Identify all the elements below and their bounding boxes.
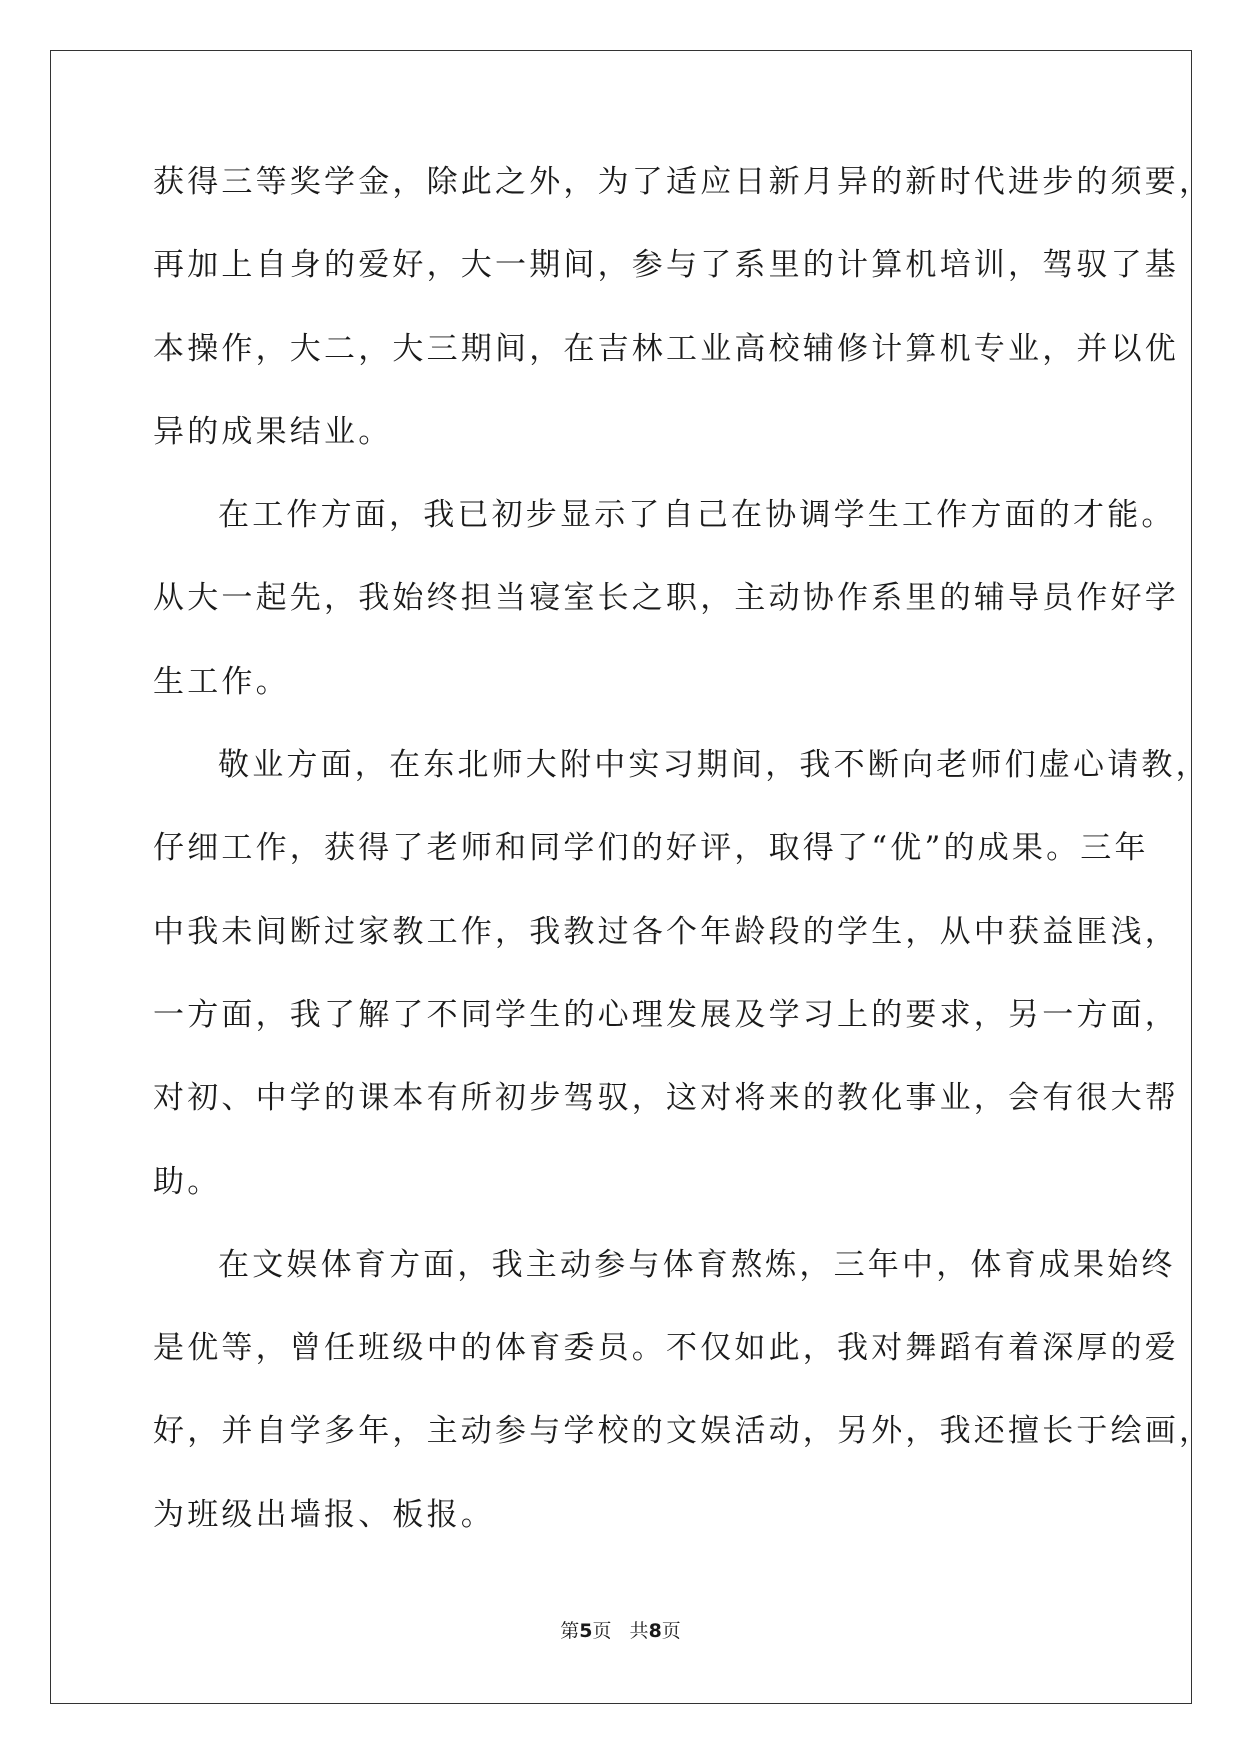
text-line: 为班级出墙报、板报。 <box>153 1496 495 1533</box>
text-line: 一方面，我了解了不同学生的心理发展及学习上的要求，另一方面， <box>153 996 1179 1033</box>
paragraph-first-line: 在文娱体育方面，我主动参与体育熬炼，三年中，体育成果始终 <box>218 1246 1176 1283</box>
text-line: 本操作，大二，大三期间，在吉林工业高校辅修计算机专业，并以优 <box>153 330 1179 367</box>
document-body <box>153 160 1214 1576</box>
text-line: 助。 <box>153 1163 222 1200</box>
text-line: 再加上自身的爱好，大一期间，参与了系里的计算机培训，驾驭了基 <box>153 247 1179 284</box>
page-number-footer <box>0 1616 1241 1643</box>
paragraph-first-line: 在工作方面，我已初步显示了自己在协调学生工作方面的才能。 <box>218 497 1176 534</box>
text-line: 好，并自学多年，主动参与学校的文娱活动，另外，我还擅长于绘画， <box>153 1413 1214 1450</box>
page-suffix: 页 <box>661 1620 681 1642</box>
text-line: 生工作。 <box>153 663 290 700</box>
total-pages-number: 8 <box>648 1620 662 1642</box>
text-line: 中我未间断过家教工作，我教过各个年龄段的学生，从中获益匪浅， <box>153 913 1179 950</box>
text-line: 获得三等奖学金，除此之外，为了适应日新月异的新时代进步的须要， <box>153 164 1214 200</box>
text-line: 仔细工作，获得了老师和同学们的好评，取得了“优”的成果。三年 <box>153 830 1149 867</box>
text-line: 异的成果结业。 <box>153 413 393 450</box>
page-mid-text: 页 共 <box>592 1620 649 1642</box>
text-line: 对初、中学的课本有所初步驾驭，这对将来的教化事业，会有很大帮 <box>153 1080 1179 1117</box>
text-line: 是优等，曾任班级中的体育委员。不仅如此，我对舞蹈有着深厚的爱 <box>153 1330 1179 1367</box>
text-line: 从大一起先，我始终担当寝室长之职，主动协作系里的辅导员作好学 <box>153 580 1179 617</box>
current-page-number: 5 <box>579 1620 593 1642</box>
page-prefix: 第 <box>560 1620 580 1642</box>
paragraph-first-line: 敬业方面，在东北师大附中实习期间，我不断向老师们虚心请教， <box>218 747 1210 784</box>
